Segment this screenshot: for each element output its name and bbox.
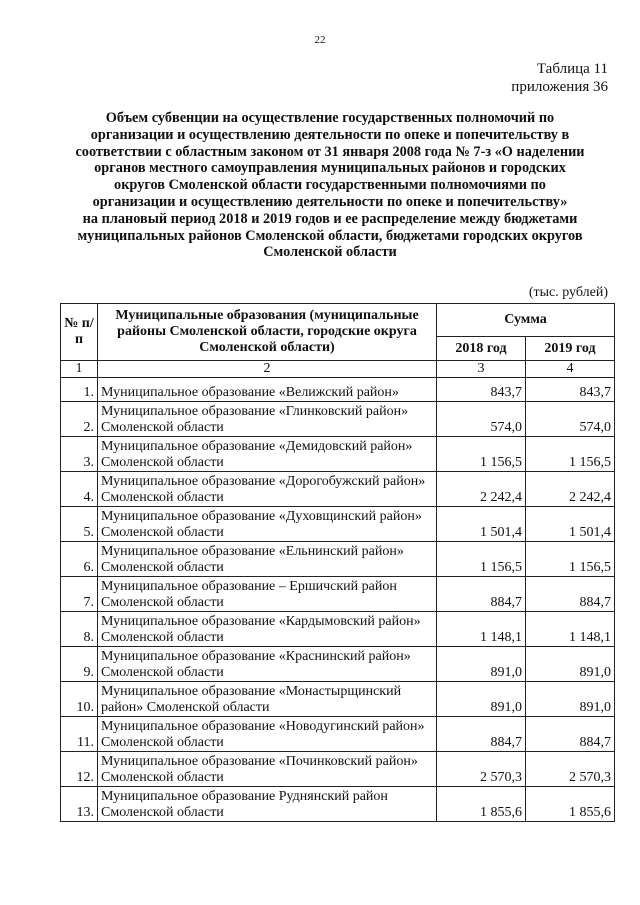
table-row bbox=[61, 717, 615, 752]
title-line: на плановый период 2018 и 2019 годов и ее распределение между бюджетами bbox=[82, 210, 578, 227]
page-number: 22 bbox=[314, 34, 326, 46]
header-year-2018: 2018 год bbox=[437, 337, 526, 361]
column-number: 3 bbox=[437, 361, 526, 378]
municipality-name: Муниципальное образование «Новодугинский район» Смоленской области bbox=[98, 717, 437, 752]
amount-2018: 1 501,4 bbox=[437, 507, 526, 542]
table-header-row bbox=[61, 304, 615, 337]
amount-2018: 574,0 bbox=[437, 402, 526, 437]
amount-2019: 884,7 bbox=[526, 577, 615, 612]
municipality-name: Муниципальное образование «Духовщинский район» Смоленской области bbox=[98, 507, 437, 542]
header-year-2019: 2019 год bbox=[526, 337, 615, 361]
table-row bbox=[61, 507, 615, 542]
amount-2019: 2 242,4 bbox=[526, 472, 615, 507]
title-line: Смоленской области bbox=[263, 244, 397, 261]
municipality-name: Муниципальное образование «Починковский район» Смоленской области bbox=[98, 752, 437, 787]
table-row bbox=[61, 402, 615, 437]
amount-2019: 891,0 bbox=[526, 682, 615, 717]
units-label: (тыс. рублей) bbox=[528, 285, 608, 300]
header-sum: Сумма bbox=[437, 304, 615, 337]
municipality-name: Муниципальное образование «Демидовский район» Смоленской области bbox=[98, 437, 437, 472]
column-number: 1 bbox=[61, 361, 98, 378]
table-row bbox=[61, 472, 615, 507]
amount-2019: 1 148,1 bbox=[526, 612, 615, 647]
row-number: 5. bbox=[61, 507, 98, 542]
title-line: Объем субвенции на осуществление государственных полномочий по bbox=[105, 110, 555, 126]
amount-2018: 1 156,5 bbox=[437, 542, 526, 577]
title-line: соответствии с областным законом от 31 января 2008 года № 7-з «О наделении bbox=[75, 143, 585, 160]
amount-2018: 1 148,1 bbox=[437, 612, 526, 647]
table-row bbox=[61, 612, 615, 647]
table-row bbox=[61, 647, 615, 682]
document-title bbox=[40, 110, 620, 261]
amount-2018: 1 855,6 bbox=[437, 787, 526, 822]
amount-2018: 884,7 bbox=[437, 717, 526, 752]
column-number: 2 bbox=[98, 361, 437, 378]
amount-2019: 1 501,4 bbox=[526, 507, 615, 542]
municipality-name: Муниципальное образование «Ельнинский район» Смоленской области bbox=[98, 542, 437, 577]
row-number: 8. bbox=[61, 612, 98, 647]
row-number: 11. bbox=[61, 717, 98, 752]
municipality-name: Муниципальное образование «Дорогобужский район» Смоленской области bbox=[98, 472, 437, 507]
row-number: 1. bbox=[61, 378, 98, 402]
table-ref-line-1: Таблица 11 bbox=[536, 61, 608, 77]
row-number: 4. bbox=[61, 472, 98, 507]
table-row bbox=[61, 437, 615, 472]
table-reference bbox=[511, 60, 608, 96]
amount-2019: 1 156,5 bbox=[526, 542, 615, 577]
row-number: 6. bbox=[61, 542, 98, 577]
header-num: № п/п bbox=[61, 304, 98, 361]
row-number: 12. bbox=[61, 752, 98, 787]
amount-2018: 891,0 bbox=[437, 647, 526, 682]
table-row bbox=[61, 787, 615, 822]
amount-2018: 1 156,5 bbox=[437, 437, 526, 472]
column-numbers-row bbox=[61, 361, 615, 378]
title-line: организации и осуществлению деятельности по опеке и попечительству» bbox=[92, 193, 568, 210]
row-number: 7. bbox=[61, 577, 98, 612]
table-row bbox=[61, 378, 615, 402]
row-number: 10. bbox=[61, 682, 98, 717]
table-row bbox=[61, 682, 615, 717]
municipality-name: Муниципальное образование «Монастырщинский район» Смоленской области bbox=[98, 682, 437, 717]
row-number: 13. bbox=[61, 787, 98, 822]
amount-2019: 574,0 bbox=[526, 402, 615, 437]
amount-2019: 891,0 bbox=[526, 647, 615, 682]
table-row bbox=[61, 752, 615, 787]
title-line: органов местного самоуправления муниципальных районов и городских bbox=[94, 160, 566, 177]
amount-2018: 2 242,4 bbox=[437, 472, 526, 507]
amount-2019: 1 855,6 bbox=[526, 787, 615, 822]
row-number: 9. bbox=[61, 647, 98, 682]
municipality-name: Муниципальное образование «Глинковский район» Смоленской области bbox=[98, 402, 437, 437]
title-line: организации и осуществлению деятельности по опеке и попечительству в bbox=[90, 126, 570, 143]
amount-2018: 891,0 bbox=[437, 682, 526, 717]
municipality-name: Муниципальное образование – Ершичский район Смоленской области bbox=[98, 577, 437, 612]
row-number: 2. bbox=[61, 402, 98, 437]
amount-2019: 843,7 bbox=[526, 378, 615, 402]
municipality-name: Муниципальное образование «Кардымовский район» Смоленской области bbox=[98, 612, 437, 647]
table-row bbox=[61, 577, 615, 612]
amount-2018: 2 570,3 bbox=[437, 752, 526, 787]
amount-2019: 2 570,3 bbox=[526, 752, 615, 787]
amount-2018: 843,7 bbox=[437, 378, 526, 402]
column-number: 4 bbox=[526, 361, 615, 378]
header-name: Муниципальные образования (муниципальные районы Смоленской области, городские округа Смоленской области) bbox=[98, 304, 437, 361]
row-number: 3. bbox=[61, 437, 98, 472]
municipality-name: Муниципальное образование «Велижский район» bbox=[98, 378, 437, 402]
municipality-name: Муниципальное образование «Краснинский район» Смоленской области bbox=[98, 647, 437, 682]
subsidy-table bbox=[60, 303, 615, 822]
title-line: муниципальных районов Смоленской области, бюджетами городских округов bbox=[77, 227, 583, 244]
title-line: округов Смоленской области государственными полномочиями по bbox=[114, 177, 546, 194]
municipality-name: Муниципальное образование Руднянский район Смоленской области bbox=[98, 787, 437, 822]
amount-2019: 884,7 bbox=[526, 717, 615, 752]
table-row bbox=[61, 542, 615, 577]
amount-2018: 884,7 bbox=[437, 577, 526, 612]
amount-2019: 1 156,5 bbox=[526, 437, 615, 472]
table-ref-line-2: приложения 36 bbox=[511, 79, 608, 95]
